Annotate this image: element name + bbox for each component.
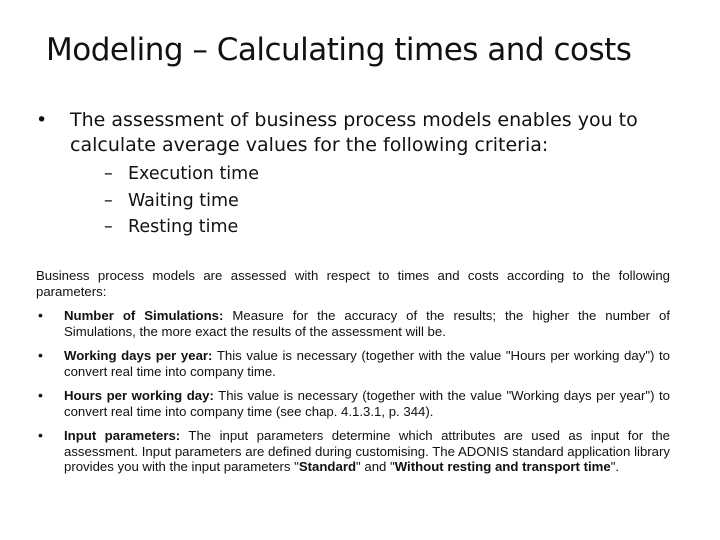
param-term: Input parameters: <box>64 428 181 443</box>
param-working-days-per-year <box>36 348 670 379</box>
param-term: Number of Simulations: <box>64 308 224 323</box>
sub-item-text: Execution time <box>128 164 259 184</box>
sub-item-resting-time <box>104 214 686 241</box>
param-bullet: • <box>38 307 43 323</box>
dash-marker: – <box>104 217 113 237</box>
param-hours-per-working-day <box>36 388 670 419</box>
sub-item-text: Resting time <box>128 217 239 237</box>
sub-item-execution-time <box>104 161 686 188</box>
main-bullet <box>36 108 686 158</box>
manual-excerpt <box>36 268 670 484</box>
main-bullet-text: The assessment of business process models enables you to calculate average values for the following criteria: <box>70 109 638 156</box>
param-text-mid: " and " <box>356 459 395 474</box>
param-text: Measure for the accuracy of the results; the higher the number of Simulations, the more exact the results of the assessment will be. <box>64 308 671 339</box>
param-without-resting-bold: Without resting and transport time <box>394 459 611 474</box>
main-bullet-list <box>36 108 686 241</box>
param-text: This value is necessary (together with the value "Hours per working day") to convert real time into company time. <box>64 348 671 379</box>
sub-item-waiting-time <box>104 188 686 215</box>
param-term: Working days per year: <box>64 348 213 363</box>
param-standard-bold: Standard <box>298 459 357 474</box>
param-number-of-simulations <box>36 308 670 339</box>
slide-title: Modeling – Calculating times and costs <box>46 32 632 68</box>
param-term: Hours per working day: <box>64 388 214 403</box>
param-bullet: • <box>38 347 43 363</box>
excerpt-intro: Business process models are assessed with respect to times and costs according to the following parameters: <box>36 268 670 299</box>
param-text: This value is necessary (together with the value "Working days per year") to convert real time into company time (see chap. 4.1.3.1, p. 344). <box>64 388 670 419</box>
param-text: The input parameters determine which attributes are used as input for the assessment. Input parameters are defined during customising. The ADONIS standard application library provides you with the input parameters " <box>64 428 670 474</box>
criteria-sub-list <box>36 161 686 241</box>
param-text-end: ". <box>610 459 620 474</box>
dash-marker: – <box>104 164 113 184</box>
param-input-parameters <box>36 428 670 475</box>
dash-marker: – <box>104 190 113 211</box>
param-bullet: • <box>38 387 43 403</box>
param-bullet: • <box>38 427 43 443</box>
bullet-dot: • <box>36 109 48 131</box>
sub-item-text: Waiting time <box>128 190 239 211</box>
